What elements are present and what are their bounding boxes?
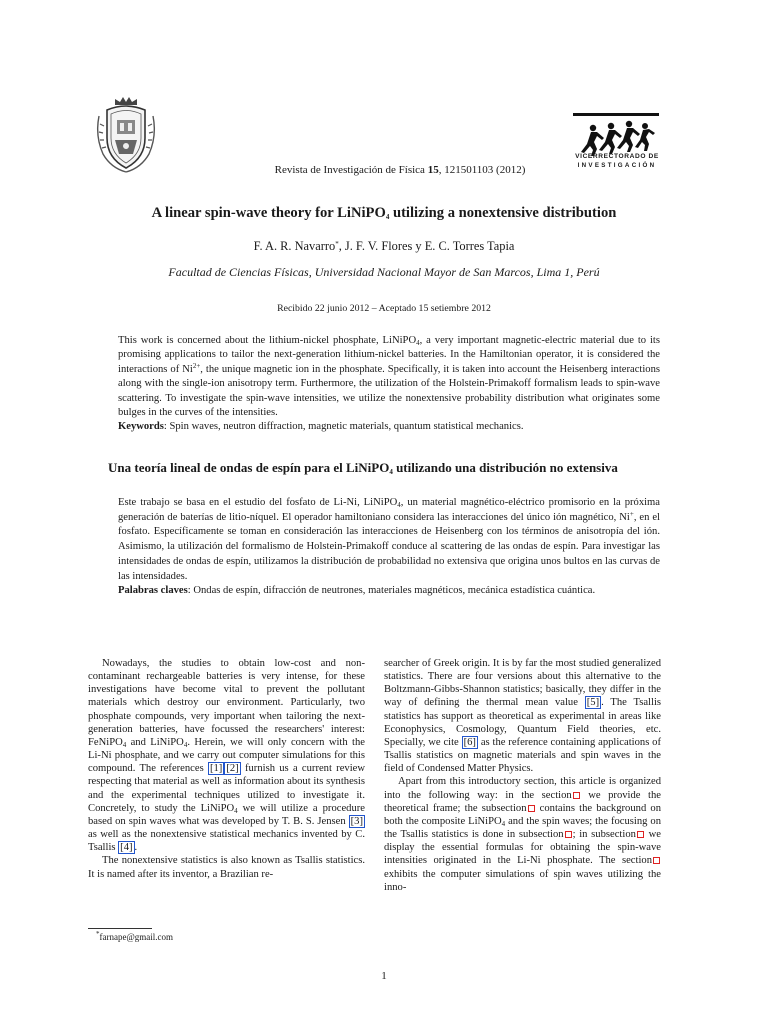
paper-title — [60, 205, 708, 222]
spanish-title: Una teoría lineal de ondas de espín para el LiNiPO$_4$ utilizando una distribución no extensiva — [108, 460, 618, 476]
title-text-end: utilizing a nonextensive distribution — [389, 205, 617, 221]
citation-link[interactable]: [6] — [463, 736, 476, 748]
journal-reference — [200, 164, 600, 176]
journal-name: Revista de Investigación de Física — [274, 164, 425, 176]
first-author: F. A. R. Navarro — [253, 239, 336, 253]
title-text: A linear spin-wave theory for LiNiPO — [151, 205, 386, 221]
resumen-paragraph: Este trabajo se basa en el estudio del fosfato de Li-Ni, LiNiPO$_4$, un material magnético-eléctrico promisorio en la próxima generación de baterías de litio-níquel. El operador hamiltoniano considera las interacciones del único ión magnético, Ni+, en el fosfato. Específicamente se toman en consideración las interacciones de Heisenberg con los términos de anisotropía del ión. Asimismo, la utilización del formalismo de Holstein-Primakoff conduce al scattering de las ondas de espín. Para investigar las intensidades de ondas de espín, utilizamos la distribución de probabilidad no extensiva que origina unos bultos en las curvas de las intensidades. — [118, 497, 660, 582]
intro-paragraph-3: Apart from this introductory section, this article is organized into the following way: in the section we provide the theoretical frame; the subsection contains the background on both the composite LiNiPO$_4$ and the spin waves; the focusing on the Tsallis statistics is done in subsection ; in subsection we display the essential formulas for obtaining the spin-wave intensities originated in the Li-Ni phosphate. The section exhibits the computer simulations of spin waves utilizing the inno- — [384, 776, 661, 893]
section-link[interactable] — [528, 805, 535, 812]
section-link[interactable] — [637, 831, 644, 838]
affiliation: Facultad de Ciencias Físicas, Universidad Nacional Mayor de San Marcos, Lima 1, Perú — [168, 265, 600, 279]
investigacion-label: INVESTIGACIÓN — [577, 162, 657, 169]
citation-link[interactable]: [1] — [209, 763, 223, 775]
footnote-mark: * — [96, 930, 100, 938]
journal-volume: 15 — [427, 164, 439, 176]
abstract-spanish — [118, 496, 660, 599]
intro-paragraph-2-continued: searcher of Greek origin. It is by far the most studied generalized statistics. There are four versions about this alternative to the Boltzmann-Gibbs-Shannon statistics; basically, they differ in the way of defining the thermal mean value [5] . The Tsallis statistics has support as theoretical as experimental in areas like Econophysics, Cosmology, Quantum Field theories, etc. Specially, we cite [6] as the reference containing applications of Tsallis statistics on magnetic materials and spin waves in the field of Condensed Matter Physics. — [384, 658, 662, 775]
university-seal-icon — [95, 96, 157, 174]
citation-link[interactable]: [3] — [350, 815, 363, 827]
citation-link[interactable]: [4] — [120, 842, 133, 854]
palabras-claves-list: : Ondas de espín, difracción de neutrones, materiales magnéticos, mecánica estadística cuántica. — [187, 585, 596, 597]
author-list — [60, 239, 708, 254]
intro-paragraph-1: Nowadays, the studies to obtain low-cost and non-contaminant rechargeable batteries is very intense, for these investigations have become vital to prevent the pollutant materials which destroy our environment. Particularly, two phosphate compounds, very important when tailoring the next-generation batteries, have focussed the researchers' interest: FeNiPO$_4$ and LiNiPO$_4$. Herein, we will only concern with the Li-Ni phosphate, and we carry out computer simulations for this compound. The references [1] [2] furnish us a current review respecting that material as well as information about its synthesis and the experimental techniques utilized to investigate it. Concretely, to study the LiNiPO$_4$ we will utilize a procedure based on spin waves what was developed by T. B. S. Jensen [3] as well as the nonextensive statistical mechanics invented by C. Tsallis [4] . — [88, 658, 366, 854]
received-accepted-dates: Recibido 22 junio 2012 – Aceptado 15 setiembre 2012 — [277, 303, 491, 314]
footnote — [96, 932, 173, 942]
keywords-list: : Spin waves, neutron diffraction, magnetic materials, quantum statistical mechanics. — [163, 421, 524, 433]
page-number: 1 — [381, 970, 387, 982]
author-footnote-mark[interactable]: * — [335, 240, 339, 248]
abstract-paragraph: This work is concerned about the lithium-nickel phosphate, LiNiPO$_4$, a very important magnetic-electric material due to its promising applications to tailor the next-generation lithium-nickel batteries. In the Hamiltonian operator, it is considered the interactions of $Ni^{2+}$, the unique magnetic ion in the phosphate. Specifically, it is taken into account the Heisenberg interactions along with the single-ion anisotropy term. Furthermore, the utilization of the Holstein-Primakoff formalism leads to spin-wave scattering. To investigate the spin-wave intensities, we utilize the nonextensive probability distribution what originates some bulges in the curves of the intensities. — [118, 335, 660, 419]
other-authors: , J. F. V. Flores y E. C. Torres Tapia — [338, 239, 515, 253]
section-link[interactable] — [573, 792, 580, 799]
body-right-column — [384, 657, 661, 894]
palabras-claves-label: Palabras claves — [118, 585, 188, 597]
intro-paragraph-2: The nonextensive statistics is also known as Tsallis statistics. It is named after its inventor, a Brazilian re- — [88, 855, 365, 880]
citation-link[interactable]: [5] — [586, 697, 600, 709]
journal-pages: , 121501103 (2012) — [438, 164, 526, 176]
keywords-label: Keywords — [118, 421, 164, 433]
palabras-claves — [118, 584, 660, 599]
citation-link[interactable]: [2] — [226, 763, 239, 775]
footnote-email[interactable]: farnape@gmail.com — [99, 932, 174, 942]
body-left-column — [88, 657, 365, 881]
abstract-english — [118, 334, 660, 435]
section-link[interactable] — [653, 857, 660, 864]
keywords — [118, 420, 660, 434]
vicerrectorado-label: VICERRECTORADO DE — [575, 153, 659, 160]
title-subscript: 4 — [385, 213, 390, 221]
footnote-rule — [88, 928, 152, 929]
section-link[interactable] — [565, 831, 572, 838]
